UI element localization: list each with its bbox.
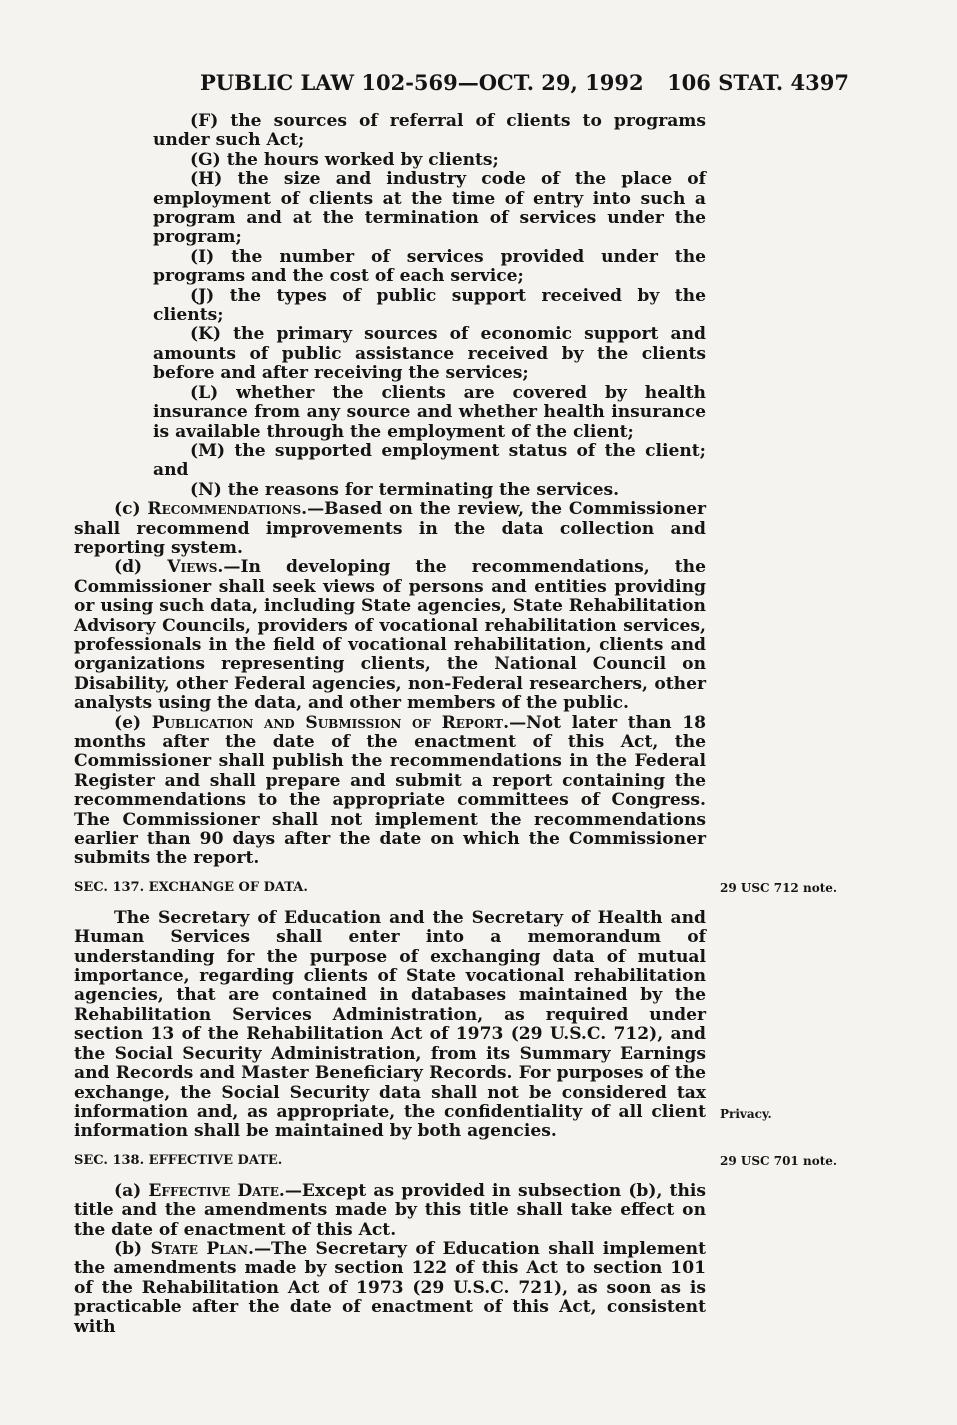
subsection-e <box>74 714 706 869</box>
item-m: (M) the supported employment status of the client; and <box>153 440 706 481</box>
section-138-title: SEC. 138. EFFECTIVE DATE. <box>74 1152 283 1168</box>
subsection-d-lead: (d) <box>114 557 168 578</box>
section-137-text: The Secretary of Education and the Secretary of Health and Human Services shall enter into a memorandum of understanding for the purpose of exchanging data of mutual importance, regarding clients of State vocational rehabilitation agencies, that are contained in databases maintained by the Rehabilitation Services Administration, as required under section 13 of the Rehabilitation Act of 1973 (29 U.S.C. 712), and the Social Security Administration, from its Summary Earnings and Records and Master Beneficiary Records. For purposes of the exchange, the Social Security data shall not be considered tax information and, as appropriate, the confidentiality of all client information shall be maintained by both agencies. <box>74 907 706 1142</box>
section-138-margin-note: 29 USC 701 note. <box>720 1153 838 1168</box>
item-f: (F) the sources of referral of clients to programs under such Act; <box>153 111 706 151</box>
section-138-a-lead: (a) <box>114 1180 149 1201</box>
item-i: (I) the number of services provided under the programs and the cost of each service; <box>153 246 706 287</box>
section-137-margin-note: 29 USC 712 note. <box>720 880 838 895</box>
header-law-title: PUBLIC LAW 102-569—OCT. 29, 1992 <box>200 70 644 95</box>
subsection-c-text: —Based on the review, the Commissioner shall recommend improvements in the data collection and reporting system. <box>74 499 706 558</box>
section-138-a-caption: Effective Date. <box>148 1180 285 1201</box>
item-h: (H) the size and industry code of the place of employment of clients at the time of entry into such a program and at the termination of services under the program; <box>153 169 706 248</box>
section-137-body-wrap <box>74 907 772 1142</box>
page-header <box>0 70 957 98</box>
subsection-d-caption: Views. <box>167 557 224 578</box>
subsection-d-text: —In developing the recommendations, the Commissioner shall seek views of persons and entities providing or using such data, including State agencies, State Rehabilitation Advisory Councils, providers of vocational rehabilitation services, professionals in the field of vocational rehabilitation, clients and organizations representing clients, the National Council on Disability, other Federal agencies, non-Federal researchers, other analysts using the data, and other members of the public. <box>74 557 706 714</box>
document-body <box>74 111 838 1337</box>
item-n: (N) the reasons for terminating the services. <box>190 479 620 500</box>
section-138-b-caption: State Plan. <box>150 1238 254 1259</box>
subsection-d <box>74 558 706 713</box>
subsection-e-lead: (e) <box>114 712 152 733</box>
subsection-e-caption: Publication and Submission of Report. <box>151 712 510 733</box>
header-stat-page: 106 STAT. 4397 <box>667 70 849 95</box>
item-l: (L) whether the clients are covered by health insurance from any source and whether health insurance is available through the employment of the client; <box>153 382 706 442</box>
privacy-margin-note: Privacy. <box>720 1106 772 1121</box>
item-g: (G) the hours worked by clients; <box>190 149 499 170</box>
section-138-b-lead: (b) <box>114 1238 151 1259</box>
item-k: (K) the primary sources of economic support and amounts of public assistance received by the clients before and after receiving the services; <box>153 324 706 384</box>
section-137-heading <box>74 879 838 896</box>
section-138-heading <box>74 1152 838 1169</box>
section-138-b <box>74 1240 706 1337</box>
item-j: (J) the types of public support received by the clients; <box>153 285 706 326</box>
subsection-c-lead: (c) <box>114 499 148 520</box>
section-137-title: SEC. 137. EXCHANGE OF DATA. <box>74 879 308 895</box>
subsection-c <box>74 500 706 558</box>
section-138-b-text: —The Secretary of Education shall implement the amendments made by section 122 of this Act to section 101 of the Rehabilitation Act of 1973 (29 U.S.C. 721), as soon as is practicable after the date of enactment of this Act, consistent with <box>74 1238 706 1337</box>
subsection-e-text: —Not later than 18 months after the date of the enactment of this Act, the Commissioner shall publish the recommendations in the Federal Register and shall prepare and submit a report containing the recommendations to the appropriate committees of Congress. The Commissioner shall not implement the recommendations earlier than 90 days after the date on which the Commissioner submits the report. <box>74 712 706 869</box>
section-138-a <box>74 1182 706 1240</box>
subsection-c-caption: Recommendations. <box>147 499 308 520</box>
section-138-a-text: —Except as provided in subsection (b), this title and the amendments made by this title shall take effect on the date of enactment of this Act. <box>74 1180 706 1240</box>
